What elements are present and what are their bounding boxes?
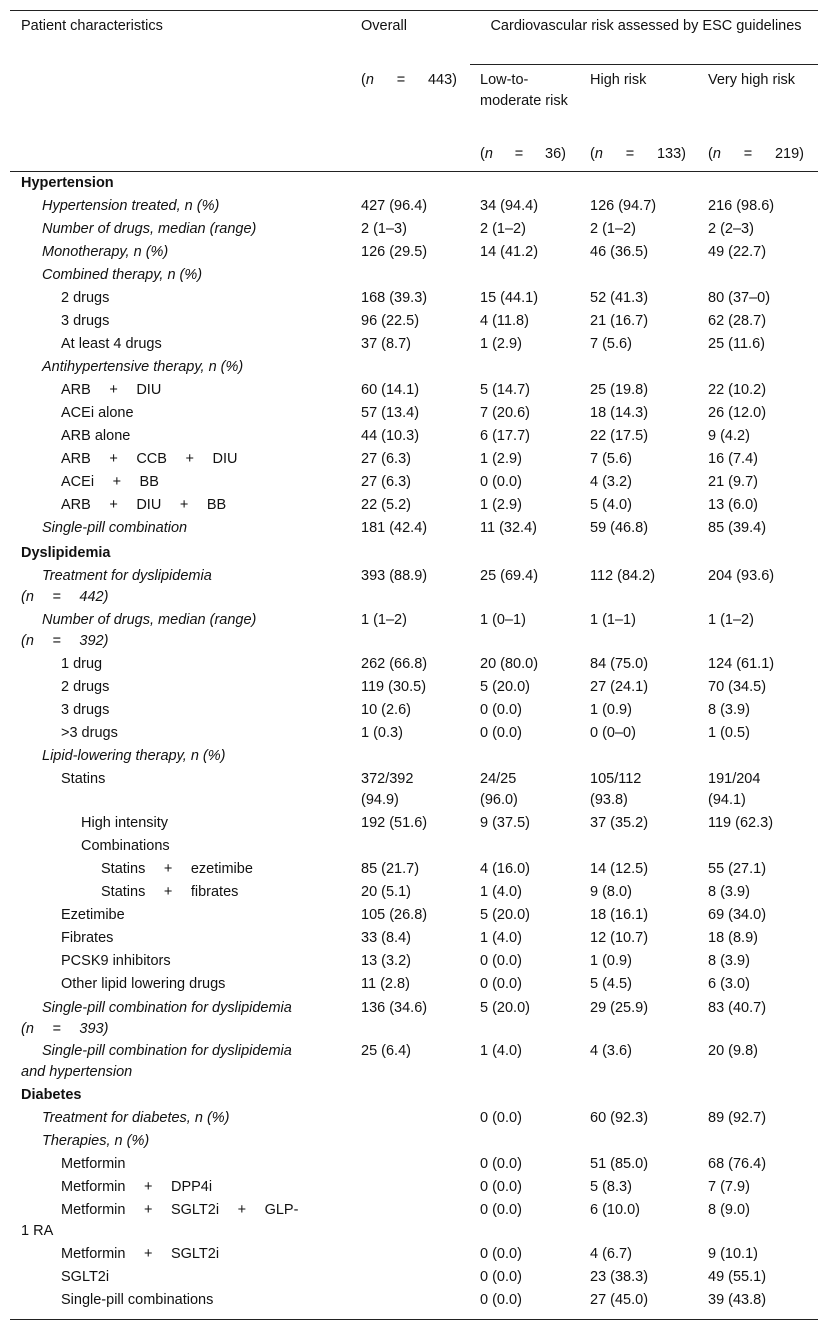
row-label: Antihypertensive therapy, n (%) [42, 359, 244, 375]
cell-low: 0 (0.0) [480, 1110, 522, 1126]
header-very-n: (n = 219) [708, 146, 804, 162]
cell-high: 1 (0.9) [590, 953, 632, 969]
bottom-rule [10, 1319, 818, 1320]
row-label-continued: (n = 392) [21, 633, 109, 649]
cell-very: 55 (27.1) [708, 861, 767, 877]
cell-very: 8 (3.9) [708, 953, 750, 969]
row-label: Statins + ezetimibe [101, 861, 253, 877]
group-rule [470, 64, 818, 65]
cell-high: 29 (25.9) [590, 1000, 649, 1016]
cell-high: 4 (3.2) [590, 474, 632, 490]
cell-high: 105/112 [590, 771, 642, 787]
cell-high: 5 (4.0) [590, 497, 632, 513]
cell-overall: 126 (29.5) [361, 244, 428, 260]
cell-low: 1 (0–1) [480, 612, 526, 628]
cell-low: 0 (0.0) [480, 1156, 522, 1172]
cell-high: 0 (0–0) [590, 725, 636, 741]
cell-low: 5 (20.0) [480, 1000, 530, 1016]
cell-overall: 60 (14.1) [361, 382, 420, 398]
row-label-continued: (n = 393) [21, 1021, 109, 1037]
section-heading: Diabetes [21, 1087, 82, 1103]
cell-very: 119 (62.3) [708, 815, 774, 831]
cell-low: 1 (4.0) [480, 930, 522, 946]
row-label: At least 4 drugs [61, 336, 162, 352]
cell-low: 0 (0.0) [480, 725, 522, 741]
cell-overall: 11 (2.8) [361, 976, 410, 992]
cell-high: 21 (16.7) [590, 313, 649, 329]
cell-high: 27 (24.1) [590, 679, 649, 695]
cell-overall: 20 (5.1) [361, 884, 411, 900]
row-label: Fibrates [61, 930, 114, 946]
row-label: Combined therapy, n (%) [42, 267, 203, 283]
header-risk-group: Cardiovascular risk assessed by ESC guidelines [490, 18, 802, 34]
cell-high: 51 (85.0) [590, 1156, 649, 1172]
row-label: PCSK9 inhibitors [61, 953, 171, 969]
cell-very: 62 (28.7) [708, 313, 767, 329]
row-label: Number of drugs, median (range) [42, 221, 257, 237]
cell-high: 22 (17.5) [590, 428, 649, 444]
cell-low: 0 (0.0) [480, 976, 522, 992]
cell-overall: 13 (3.2) [361, 953, 411, 969]
cell-high: 5 (4.5) [590, 976, 632, 992]
row-label: Ezetimibe [61, 907, 125, 923]
section-heading: Dyslipidemia [21, 545, 111, 561]
cell-very: 13 (6.0) [708, 497, 758, 513]
cell-overall: 372/392 [361, 771, 414, 787]
cell-overall: 37 (8.7) [361, 336, 411, 352]
header-low-n: (n = 36) [480, 146, 566, 162]
section-heading: Hypertension [21, 175, 114, 191]
cell-high: 2 (1–2) [590, 221, 636, 237]
cell-high: 4 (6.7) [590, 1246, 632, 1262]
cell-very: 70 (34.5) [708, 679, 767, 695]
cell-low: 1 (2.9) [480, 497, 522, 513]
row-label: >3 drugs [61, 725, 118, 741]
top-rule [10, 10, 818, 11]
cell-very: 25 (11.6) [708, 336, 765, 352]
row-label: 2 drugs [61, 290, 110, 306]
row-label: Hypertension treated, n (%) [42, 198, 220, 214]
row-label: ACEi alone [61, 405, 134, 421]
cell-high: 9 (8.0) [590, 884, 632, 900]
cell-very: 191/204 [708, 771, 761, 787]
row-label-continued: 1 RA [21, 1223, 54, 1239]
cell-low: 5 (20.0) [480, 907, 530, 923]
cell-very: 49 (22.7) [708, 244, 767, 260]
row-label: Single-pill combination for dyslipidemia [42, 1000, 292, 1016]
row-label: 3 drugs [61, 702, 110, 718]
cell-low: 0 (0.0) [480, 474, 522, 490]
row-label: Monotherapy, n (%) [42, 244, 169, 260]
cell-very-continued: (94.1) [708, 792, 746, 808]
cell-overall: 2 (1–3) [361, 221, 407, 237]
cell-high: 7 (5.6) [590, 336, 632, 352]
row-label: ARB + DIU + BB [61, 497, 227, 513]
cell-very: 8 (3.9) [708, 884, 750, 900]
cell-overall: 427 (96.4) [361, 198, 428, 214]
cell-high: 5 (8.3) [590, 1179, 632, 1195]
cell-high: 52 (41.3) [590, 290, 649, 306]
cell-high: 6 (10.0) [590, 1202, 640, 1218]
cell-high: 18 (16.1) [590, 907, 649, 923]
header-patient-characteristics: Patient characteristics [21, 18, 163, 34]
cell-very: 22 (10.2) [708, 382, 767, 398]
cell-low: 7 (20.6) [480, 405, 530, 421]
row-label-continued: (n = 442) [21, 589, 109, 605]
cell-high: 1 (1–1) [590, 612, 636, 628]
row-label: Therapies, n (%) [42, 1133, 150, 1149]
cell-overall: 25 (6.4) [361, 1043, 411, 1059]
cell-very: 9 (10.1) [708, 1246, 758, 1262]
cell-very: 49 (55.1) [708, 1269, 767, 1285]
cell-low: 20 (80.0) [480, 656, 539, 672]
cell-low: 0 (0.0) [480, 702, 522, 718]
cell-overall: 27 (6.3) [361, 474, 411, 490]
cell-low: 11 (32.4) [480, 520, 537, 536]
cell-low: 5 (20.0) [480, 679, 530, 695]
cell-overall: 393 (88.9) [361, 568, 428, 584]
cell-low: 0 (0.0) [480, 1292, 522, 1308]
row-label: 1 drug [61, 656, 103, 672]
cell-low: 14 (41.2) [480, 244, 539, 260]
cell-overall: 10 (2.6) [361, 702, 411, 718]
cell-high: 126 (94.7) [590, 198, 657, 214]
cell-overall: 105 (26.8) [361, 907, 428, 923]
header-very-high-risk: Very high risk [708, 72, 796, 88]
cell-overall: 22 (5.2) [361, 497, 411, 513]
cell-low: 4 (16.0) [480, 861, 530, 877]
cell-high: 7 (5.6) [590, 451, 632, 467]
cell-overall: 1 (1–2) [361, 612, 407, 628]
cell-very: 6 (3.0) [708, 976, 750, 992]
cell-overall: 44 (10.3) [361, 428, 420, 444]
row-label: ARB + CCB + DIU [61, 451, 238, 467]
cell-high: 18 (14.3) [590, 405, 649, 421]
header-overall-n [361, 70, 457, 91]
cell-very: 1 (0.5) [708, 725, 750, 741]
row-label: Metformin + SGLT2i + GLP- [61, 1202, 299, 1218]
cell-very: 89 (92.7) [708, 1110, 767, 1126]
header-high-risk: High risk [590, 72, 647, 88]
cell-low: 5 (14.7) [480, 382, 530, 398]
cell-low: 2 (1–2) [480, 221, 526, 237]
cell-overall: 168 (39.3) [361, 290, 428, 306]
cell-very: 83 (40.7) [708, 1000, 767, 1016]
cell-low: 0 (0.0) [480, 1202, 522, 1218]
cell-low: 24/25 [480, 771, 517, 787]
cell-overall: 33 (8.4) [361, 930, 411, 946]
cell-very: 85 (39.4) [708, 520, 767, 536]
cell-high: 60 (92.3) [590, 1110, 649, 1126]
cell-low: 1 (2.9) [480, 336, 522, 352]
cell-very: 39 (43.8) [708, 1292, 767, 1308]
cell-overall-continued: (94.9) [361, 792, 399, 808]
row-label: Treatment for diabetes, n (%) [42, 1110, 230, 1126]
cell-very: 18 (8.9) [708, 930, 758, 946]
cell-low: 0 (0.0) [480, 1269, 522, 1285]
row-label: Metformin [61, 1156, 126, 1172]
cell-low: 0 (0.0) [480, 1179, 522, 1195]
cell-low: 1 (4.0) [480, 1043, 522, 1059]
cell-low: 4 (11.8) [480, 313, 529, 329]
row-label: 3 drugs [61, 313, 110, 329]
row-label: Single-pill combinations [61, 1292, 214, 1308]
header-low-risk: Low-to-moderate risk [480, 72, 568, 109]
row-label-continued: and hypertension [21, 1064, 133, 1080]
cell-low-continued: (96.0) [480, 792, 518, 808]
n-val: 443) [427, 72, 457, 88]
cell-high-continued: (93.8) [590, 792, 628, 808]
cell-very: 26 (12.0) [708, 405, 767, 421]
cell-low: 0 (0.0) [480, 953, 522, 969]
cell-very: 20 (9.8) [708, 1043, 758, 1059]
cell-high: 112 (84.2) [590, 568, 656, 584]
cell-overall: 85 (21.7) [361, 861, 420, 877]
cell-very: 8 (3.9) [708, 702, 750, 718]
cell-very: 16 (7.4) [708, 451, 758, 467]
cell-very: 80 (37–0) [708, 290, 771, 306]
cell-high: 46 (36.5) [590, 244, 649, 260]
row-label: Metformin + DPP4i [61, 1179, 213, 1195]
header-bottom-rule [10, 171, 818, 172]
cell-very: 8 (9.0) [708, 1202, 750, 1218]
row-label: Statins + fibrates [101, 884, 239, 900]
cell-high: 59 (46.8) [590, 520, 649, 536]
cell-low: 6 (17.7) [480, 428, 530, 444]
row-label: 2 drugs [61, 679, 110, 695]
row-label: Treatment for dyslipidemia [42, 568, 212, 584]
cell-high: 23 (38.3) [590, 1269, 649, 1285]
row-label: SGLT2i [61, 1269, 110, 1285]
cell-very: 9 (4.2) [708, 428, 750, 444]
row-label: Combinations [81, 838, 170, 854]
cell-low: 1 (4.0) [480, 884, 522, 900]
cell-low: 15 (44.1) [480, 290, 539, 306]
row-label: Metformin + SGLT2i [61, 1246, 220, 1262]
cell-low: 9 (37.5) [480, 815, 530, 831]
row-label: ARB alone [61, 428, 131, 444]
row-label: Other lipid lowering drugs [61, 976, 226, 992]
cell-low: 34 (94.4) [480, 198, 539, 214]
row-label: Statins [61, 771, 106, 787]
cell-high: 37 (35.2) [590, 815, 649, 831]
row-label: High intensity [81, 815, 169, 831]
cell-very: 204 (93.6) [708, 568, 775, 584]
row-label: ACEi + BB [61, 474, 159, 490]
cell-overall: 192 (51.6) [361, 815, 428, 831]
cell-high: 1 (0.9) [590, 702, 632, 718]
row-label: Number of drugs, median (range) [42, 612, 257, 628]
cell-overall: 1 (0.3) [361, 725, 403, 741]
cell-very: 21 (9.7) [708, 474, 758, 490]
cell-very: 7 (7.9) [708, 1179, 750, 1195]
cell-very: 216 (98.6) [708, 198, 775, 214]
row-label: ARB + DIU [61, 382, 162, 398]
n-open: (n [361, 72, 374, 88]
row-label: Lipid-lowering therapy, n (%) [42, 748, 226, 764]
cell-high: 12 (10.7) [590, 930, 649, 946]
row-label: Single-pill combination for dyslipidemia [42, 1043, 292, 1059]
cell-high: 25 (19.8) [590, 382, 649, 398]
row-label: Single-pill combination [42, 520, 188, 536]
cell-high: 27 (45.0) [590, 1292, 649, 1308]
cell-low: 1 (2.9) [480, 451, 522, 467]
cell-overall: 96 (22.5) [361, 313, 420, 329]
cell-very: 124 (61.1) [708, 656, 775, 672]
cell-overall: 181 (42.4) [361, 520, 428, 536]
header-high-n: (n = 133) [590, 146, 686, 162]
cell-very: 2 (2–3) [708, 221, 754, 237]
cell-overall: 119 (30.5) [361, 679, 427, 695]
cell-overall: 57 (13.4) [361, 405, 420, 421]
cell-very: 68 (76.4) [708, 1156, 767, 1172]
cell-overall: 262 (66.8) [361, 656, 428, 672]
cell-low: 25 (69.4) [480, 568, 539, 584]
cell-high: 4 (3.6) [590, 1043, 632, 1059]
cell-low: 0 (0.0) [480, 1246, 522, 1262]
n-eq: = [396, 72, 406, 88]
cell-overall: 136 (34.6) [361, 1000, 428, 1016]
cell-very: 1 (1–2) [708, 612, 754, 628]
cell-overall: 27 (6.3) [361, 451, 411, 467]
cell-very: 69 (34.0) [708, 907, 767, 923]
header-overall: Overall [361, 18, 407, 34]
cell-high: 84 (75.0) [590, 656, 649, 672]
cell-high: 14 (12.5) [590, 861, 649, 877]
